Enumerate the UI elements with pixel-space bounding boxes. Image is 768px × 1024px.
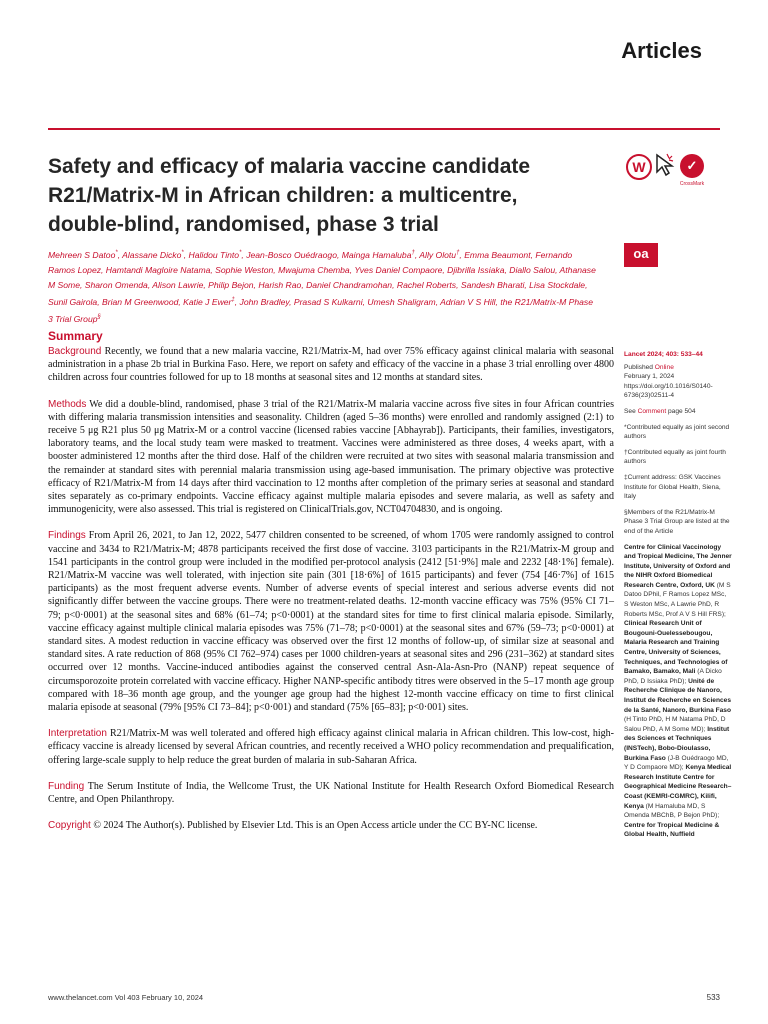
section-label: Articles [621, 38, 702, 63]
page-number: 533 [706, 993, 720, 1002]
note-star: *Contributed equally as joint second authors [624, 423, 730, 441]
publication-info: Published Online February 1, 2024 https://doi.org/10.1016/S0140-6736(23)02511-4 [624, 363, 713, 400]
note-double-dagger: ‡Current address: GSK Vaccines Institute for Global Health, Siena, Italy [624, 473, 721, 501]
header-rule [48, 128, 720, 130]
article-title: Safety and efficacy of malaria vaccine candidate R21/Matrix-M in African children: a multicentre, double-blind, randomised, phase 3 trial [48, 155, 531, 236]
open-access-icon: oa [624, 243, 658, 267]
abstract-background: Background Recently, we found that a new malaria vaccine, R21/Matrix-M, had over 75% efficacy against clinical malaria with seasonal administration in a phase 2b trial in Burkina Faso. Here, we report on safety and efficacy of the vaccine in a phase 3 trial enrolling over 4800 children across four countries followed for up to 18 months at seasonal sites and 12 months at standard sites. [48, 346, 614, 384]
summary-heading: Summary [48, 329, 103, 343]
abstract [48, 345, 614, 846]
note-dagger: †Contributed equally as joint fourth authors [624, 448, 726, 466]
author-list: Mehreen S Datoo*, Alassane Dicko*, Halidou Tinto*, Jean-Bosco Ouédraogo, Mainga Hamaluba†, Ally Olotu†, Emma Beaumont, Fernando Ramos Lopez, Hamtandi Magloire Natama, Sophie Weston, Mwajuma Chemba, Yves Daniel Compaore, Djibrilla Issiaka, Diallo Salou, Athanase M Some, Sharon Omenda, Alison Lawrie, Philip Bejon, Harish Rao, Daniel Chandramohan, Rachel Roberts, Sandesh Bharati, Lisa Stockdale, Sunil Gairola, Brian M Greenwood, Katie J Ewer‡, John Bradley, Prasad S Kulkarni, Umesh Shaligram, Adrian V S Hill, the R21/Matrix-M Phase 3 Trial Group§ [48, 249, 596, 324]
abstract-funding: Funding The Serum Institute of India, the Wellcome Trust, the UK National Institute for Health Research Oxford Biomedical Research Centre, and Open Philanthropy. [48, 780, 614, 806]
wiley-icon[interactable]: W [626, 154, 652, 180]
footer-journal-info: www.thelancet.com Vol 403 February 10, 2024 [48, 993, 204, 1002]
abstract-interpretation: Interpretation R21/Matrix-M was well tolerated and offered high efficacy against clinical malaria in African children. This low-cost, high-efficacy vaccine is already licensed by several African countries, and recently received a WHO policy recommendation and prequalification, offering large-scale supply to help reduce the great burden of malaria in sub-Saharan Africa. [48, 728, 614, 766]
published-online-link[interactable]: Online [654, 363, 674, 371]
affiliations: Centre for Clinical Vaccinology and Tropical Medicine, The Jenner Institute, University of Oxford and the NIHR Oxford Biomedical Research Centre, Oxford, UK (M S Datoo DPhil, F Ramos Lopez MSc, S Weston MSc, A Lawrie PhD, R Roberts MSc, Prof A V S Hill FRS); Clinical Research Unit of Bougouni-Ouelessebougou, Malaria Research and Training Centre, University of Sciences, Techniques, and Technologies of Bamako, Bamako, Mali (A Dicko PhD, D Issiaka PhD); Unité de Recherche Clinique de Nanoro, Institut de Recherche en Sciences de la Santé, Nanoro, Burkina Faso (H Tinto PhD, H M Natama PhD, D Salou PhD, A M Some MD); Institut des Sciences et Techniques (INSTech), Bobo-Dioulasso, Burkina Faso (J-B Ouédraogo MD, Y D Compaore MD); Kenya Medical Research Institute Centre for Geographical Medicine Research–Coast (KEMRI-CGMRC), Kilifi, Kenya (M Hamaluba MD, S Omenda MBChB, P Bejon PhD); Centre for Tropical Medicine & Global Health, Nuffield [624, 543, 732, 839]
note-section: §Members of the R21/Matrix-M Phase 3 Trial Group are listed at the end of the Article [624, 508, 730, 535]
abstract-copyright: Copyright © 2024 The Author(s). Published by Elsevier Ltd. This is an Open Access article under the CC BY-NC license. [48, 820, 538, 832]
comment-link[interactable]: Comment [637, 407, 667, 415]
crossmark-icon[interactable]: ✓ [680, 154, 704, 178]
abstract-methods: Methods We did a double-blind, randomised, phase 3 trial of the R21/Matrix-M malaria vaccine across five sites in four African countries with differing malaria transmission intensities and seasonality. Children (aged 5–36 months) were enrolled and randomly assigned (2:1) to receive 5 μg R21 plus 50 μg Matrix-M or a control vaccine (licensed rabies vaccine [Abhayrab]). Participants, their families, investigators, laboratory teams, and the local study team were masked to treatment. Vaccines were administered as three doses, 4 weeks apart, with a booster administered 12 months after the third dose. Half of the children were recruited at two sites with seasonal malaria transmission and the remainder at standard sites with perennial malaria transmission using age-based immunisation. The primary objective was protective efficacy of R21/Matrix-M from 14 days after third vaccination to 12 months after completion of the primary series at seasonal and standard sites separately as co-primary endpoints. Vaccine efficacy against multiple malaria episodes and severe malaria, as well as safety and immunogenicity, were also assessed. This trial is registered on ClinicalTrials.gov, NCT04704830, and is ongoing. [48, 398, 614, 516]
crossmark-label: CrossMark [679, 181, 705, 187]
see-comment: See Comment page 504 [624, 407, 696, 415]
citation: Lancet 2024; 403: 533–44 [624, 351, 703, 358]
cursor-icon[interactable] [654, 152, 676, 183]
article-tools [626, 152, 706, 192]
doi-link[interactable]: https://doi.org/10.1016/S0140-6736(23)02511-4 [624, 382, 713, 400]
abstract-findings: Findings From April 26, 2021, to Jan 12, 2022, 5477 children consented to be screened, of whom 1705 were randomly assigned to control vaccine and 3434 to R21/Matrix-M; 4878 participants received the first dose of vaccine. 3103 participants in the R21/Matrix-M group and 1541 participants in the control group were included in the modified per-protocol analysis (2412 [51·9%] male and 2232 [48·1%] female). R21/Matrix-M vaccine was well tolerated, with injection site pain (301 [18·6%] of 1615 participants) and fever (754 [46·7%] of 1615 participants) as the most frequent adverse events. Number of adverse events of special interest and serious adverse events did not significantly differ between the vaccine groups. There were no treatment-related deaths. 12-month vaccine efficacy was 75% (95% CI 71–79; p<0·0001) at the seasonal sites and 68% (61–74; p<0·0001) at the standard sites for time to first clinical malaria episode. Similarly, vaccine efficacy against multiple clinical malaria episodes was 75% (71–78; p<0·0001) at the seasonal sites and 67% (59–73; p<0·0001) at standard sites. A modest reduction in vaccine efficacy was observed over the first 12 months of follow-up, of similar size at seasonal and standard sites. A rate reduction of 868 (95% CI 762–974) cases per 1000 children-years at seasonal sites and 296 (231–362) at standard sites occurred over 12 months. Vaccine-induced antibodies against the conserved central Asn-Ala-Asn-Pro (NANP) repeat sequence of circumsporozoite protein correlated with vaccine efficacy. Higher NANP-specific antibody titres were observed in the 5–17 month age group compared with 18–36 month age group, and the younger age group had the highest 12-month vaccine efficacy on time to first clinical malaria episode at seasonal (79% [95% CI 73–84]; p<0·001) and standard (75% [65–83]; p<0·001) sites. [48, 530, 614, 714]
sidebar [624, 350, 732, 840]
